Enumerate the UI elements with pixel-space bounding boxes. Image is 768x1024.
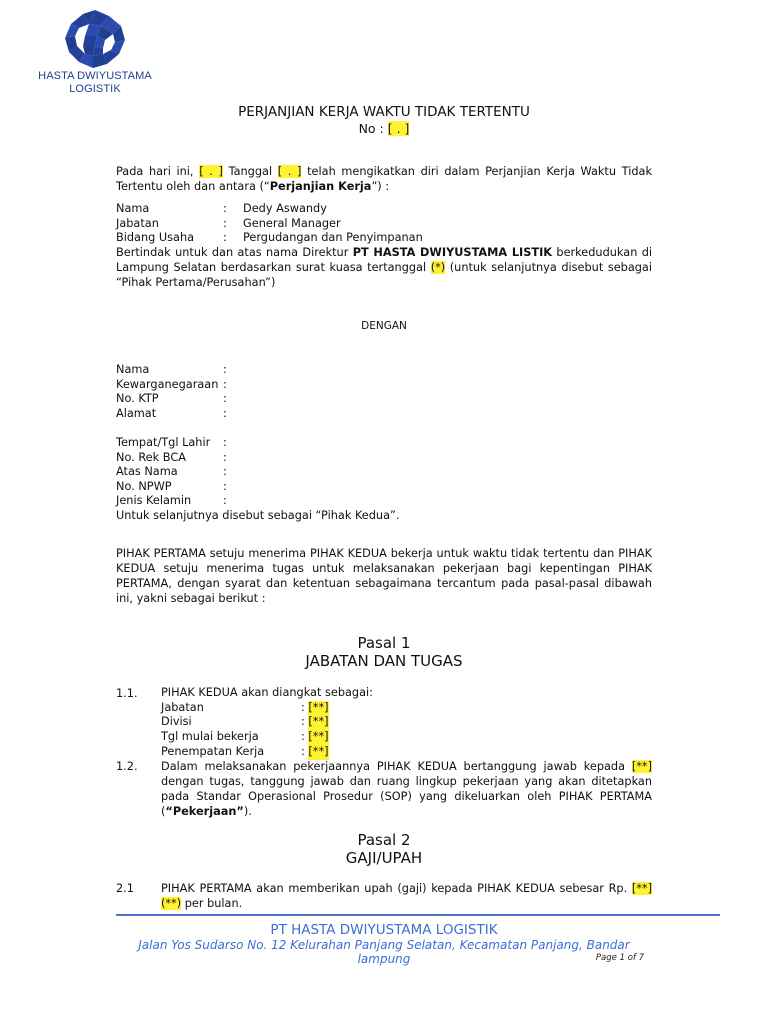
pasal2-number: Pasal 2 [357,831,411,849]
clause-1-1-number: 1.1. [116,687,138,700]
intro-placeholder-2: [ . ] [277,165,302,178]
intro-text-3: telah mengikatkan diri dalam Perjanjian Kerja Waktu Tidak Tertentu oleh dan antara (“ [116,165,653,193]
pasal2-heading [116,831,652,867]
footer-divider [116,914,720,916]
pasal1-heading [116,634,652,670]
document-title: PERJANJIAN KERJA WAKTU TIDAK TERTENTU [238,104,530,120]
party1-row: Jabatan : General Manager [116,216,341,230]
footer-company: PT HASTA DWIYUSTAMA LOGISTIK [270,922,498,938]
document-number [116,121,652,136]
pasal1-title: JABATAN DAN TUGAS [305,652,463,670]
intro-placeholder-1: [ . ] [199,165,223,178]
party1-row: Bidang Usaha : Pergudangan dan Penyimpanan [116,231,423,244]
pasal2-title: GAJI/UPAH [345,849,423,867]
intro-bold-term: Perjanjian Kerja [269,180,372,193]
party2-details-a: Nama : Kewarganegaraan : No. KTP : Alamat : [116,363,227,420]
party1-row: Nama : Dedy Aswandy [116,202,327,215]
agreement-paragraph: PIHAK PERTAMA setuju menerima PIHAK KEDUA bekerja untuk waktu tidak tertentu dan PIHAK KEDUA setuju menerima tugas untuk melaksanakan pekerjaan bagi kepentingan PIHAK PERTAMA, dengan syarat dan ketentuan sebagaimana tercantum pada pasal-pasal dibawah ini, yakni sebagai berikut : [116,547,652,605]
clause-2-1-number: 2.1 [116,882,134,895]
number-value: [ . ] [387,121,410,136]
intro-text-2: Tanggal [228,165,273,178]
clause-1-2-number: 1.2. [116,760,138,773]
clause-2-1: PIHAK PERTAMA akan memberikan upah (gaji) kepada PIHAK KEDUA sebesar Rp. [**] (**) per bulan. [161,882,652,910]
acting-paragraph: Bertindak untuk dan atas nama Direktur PT HASTA DWIYUSTAMA LISTIK berkedudukan di Lampung Selatan berdasarkan surat kuasa tertanggal (*) (untuk selanjutnya disebut sebagai “Pihak Pertama/Perusahan”) [116,246,653,289]
logo-company-line1: HASTA DWIYUSTAMA [38,70,152,82]
company-logo [34,8,156,96]
footer-address: Jalan Yos Sudarso No. 12 Kelurahan Panjang Selatan, Kecamatan Panjang, Bandar lampung [138,938,630,966]
party2-details-b: Tempat/Tgl Lahir : No. Rek BCA : Atas Nama : No. NPWP : Jenis Kelamin : Untuk selanjutnya disebut sebagai “Pihak Kedua”. [116,436,400,522]
intro-text-4: ”) : [371,180,390,193]
with-label: DENGAN [361,320,407,332]
acting-company: PT HASTA DWIYUSTAMA LISTIK [352,246,553,259]
number-label: No : [358,121,384,136]
clause-1-2: Dalam melaksanakan pekerjaannya PIHAK KEDUA bertanggung jawab kepada [**] dengan tugas, tanggung jawab dan ruang lingkup pekerjaan yang akan ditetapkan pada Standar Operasional Prosedur (SOP) yang dikeluarkan oleh PIHAK PERTAMA (“Pekerjaan”). [161,760,652,818]
logo-company-line2: LOGISTIK [69,83,121,95]
acting-placeholder: (*) [430,261,446,274]
logo-mark-icon [61,8,129,70]
party2-note: Untuk selanjutnya disebut sebagai “Pihak Kedua”. [116,508,400,522]
party1-details [116,202,652,246]
intro-text-1: Pada hari ini, [116,165,194,178]
pasal1-number: Pasal 1 [357,634,411,652]
footer-page-number: Page 1 of 7 [595,953,644,963]
clause-1-1: PIHAK KEDUA akan diangkat sebagai: Jabatan : [**] Divisi : [**] Tgl mulai bekerja : [**] Penempatan Kerja : [**] [161,686,373,758]
intro-paragraph [116,164,652,194]
